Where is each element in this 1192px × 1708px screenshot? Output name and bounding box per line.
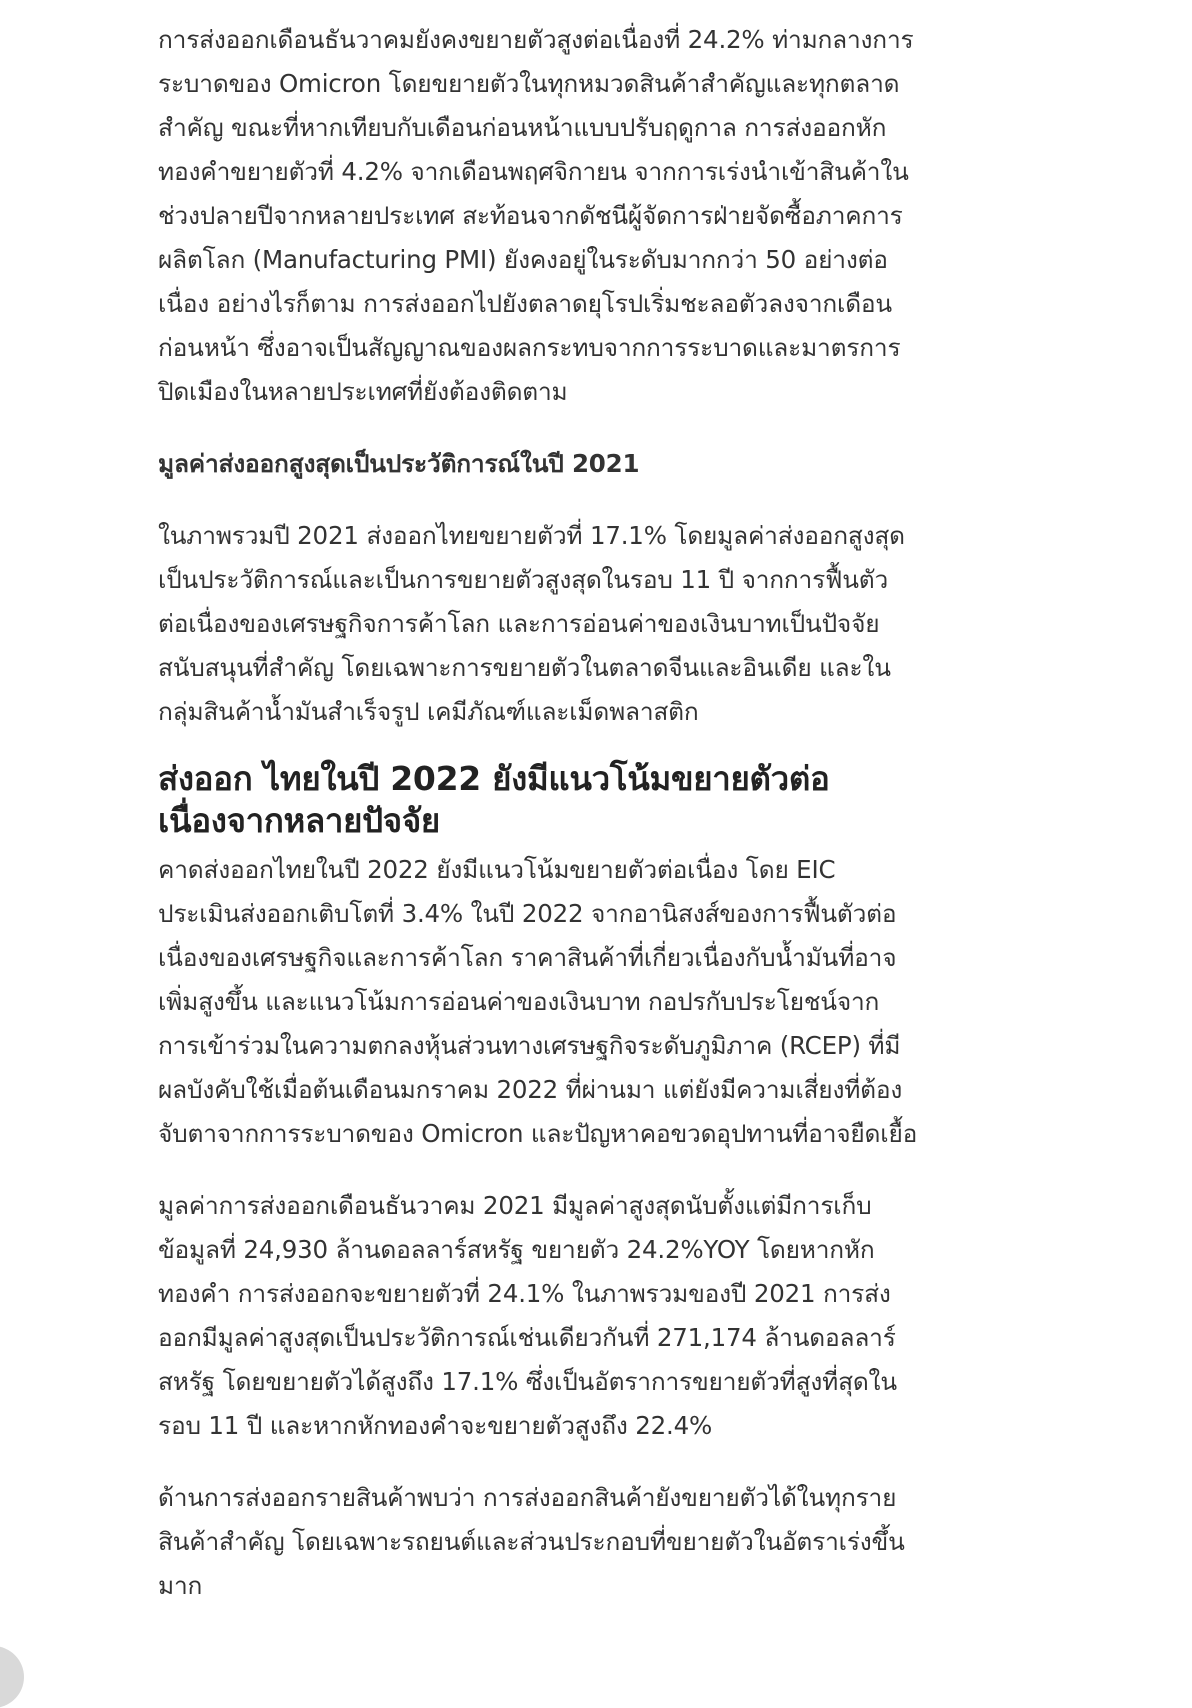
paragraph-spacer xyxy=(158,734,918,758)
paragraph-spacer xyxy=(158,414,918,442)
article-paragraph: มูลค่าการส่งออกเดือนธันวาคม 2021 มีมูลค่าสูงสุดนับตั้งแต่มีการเก็บข้อมูลที่ 24,930 ล้านดอลลาร์สหรัฐ ขยายตัว 24.2%YOY โดยหากหักทองคำ การส่งออกจะขยายตัวที่ 24.1% ในภาพรวมของปี 2021 การส่งออกมีมูลค่าสูงสุดเป็นประวัติการณ์เช่นเดียวกันที่ 271,174 ล้านดอลลาร์สหรัฐ โดยขยายตัวได้สูงถึง 17.1% ซึ่งเป็นอัตราการขยายตัวที่สูงที่สุดในรอบ 11 ปี และหากหักทองคำจะขยายตัวสูงถึง 22.4% xyxy=(158,1191,897,1440)
paragraph-spacer xyxy=(158,1448,918,1476)
paragraph-spacer xyxy=(158,1156,918,1184)
article-paragraph: ในภาพรวมปี 2021 ส่งออกไทยขยายตัวที่ 17.1% โดยมูลค่าส่งออกสูงสุดเป็นประวัติการณ์และเป็นการขยายตัวสูงสุดในรอบ 11 ปี จากการฟื้นตัวต่อเนื่องของเศรษฐกิจการค้าโลก และการอ่อนค่าของเงินบาทเป็นปัจจัยสนับสนุนที่สำคัญ โดยเฉพาะการขยายตัวในตลาดจีนและอินเดีย และในกลุ่มสินค้าน้ำมันสำเร็จรูป เคมีภัณฑ์และเม็ดพลาสติก xyxy=(158,521,905,726)
article-paragraph: การส่งออกเดือนธันวาคมยังคงขยายตัวสูงต่อเนื่องที่ 24.2% ท่ามกลางการระบาดของ Omicron โดยขยายตัวในทุกหมวดสินค้าสำคัญและทุกตลาดสำคัญ ขณะที่หากเทียบกับเดือนก่อนหน้าแบบปรับฤดูกาล การส่งออกหักทองคำขยายตัวที่ 4.2% จากเดือนพฤศจิกายน จากการเร่งนำเข้าสินค้าในช่วงปลายปีจากหลายประเทศ สะท้อนจากดัชนีผู้จัดการฝ่ายจัดซื้อภาคการผลิตโลก (Manufacturing PMI) ยังคงอยู่ในระดับมากกว่า 50 อย่างต่อเนื่อง อย่างไรก็ตาม การส่งออกไปยังตลาดยุโรปเริ่มชะลอตัวลงจากเดือนก่อนหน้า ซึ่งอาจเป็นสัญญาณของผลกระทบจากการระบาดและมาตรการปิดเมืองในหลายประเทศที่ยังต้องติดตาม xyxy=(158,25,914,406)
floating-action-button[interactable] xyxy=(0,1646,24,1708)
article-paragraph: ด้านการส่งออกรายสินค้าพบว่า การส่งออกสินค้ายังขยายตัวได้ในทุกรายสินค้าสำคัญ โดยเฉพาะรถยนต์และส่วนประกอบที่ขยายตัวในอัตราเร่งขึ้นมาก xyxy=(158,1483,905,1600)
section-title: ส่งออก ไทยในปี 2022 ยังมีแนวโน้มขยายตัวต่อเนื่องจากหลายปัจจัย xyxy=(158,759,830,840)
paragraph-spacer xyxy=(158,486,918,514)
article-subheading: มูลค่าส่งออกสูงสุดเป็นประวัติการณ์ในปี 2021 xyxy=(158,449,640,478)
article-paragraph: คาดส่งออกไทยในปี 2022 ยังมีแนวโน้มขยายตัวต่อเนื่อง โดย EIC ประเมินส่งออกเติบโตที่ 3.4% ในปี 2022 จากอานิสงส์ของการฟื้นตัวต่อเนื่องของเศรษฐกิจและการค้าโลก ราคาสินค้าที่เกี่ยวเนื่องกับน้ำมันที่อาจเพิ่มสูงขึ้น และแนวโน้มการอ่อนค่าของเงินบาท กอปรกับประโยชน์จากการเข้าร่วมในความตกลงหุ้นส่วนทางเศรษฐกิจระดับภูมิภาค (RCEP) ที่มีผลบังคับใช้เมื่อต้นเดือนมกราคม 2022 ที่ผ่านมา แต่ยังมีความเสี่ยงที่ต้องจับตาจากการระบาดของ Omicron และปัญหาคอขวดอุปทานที่อาจยืดเยื้อ xyxy=(158,855,918,1148)
article-body xyxy=(158,18,918,1608)
